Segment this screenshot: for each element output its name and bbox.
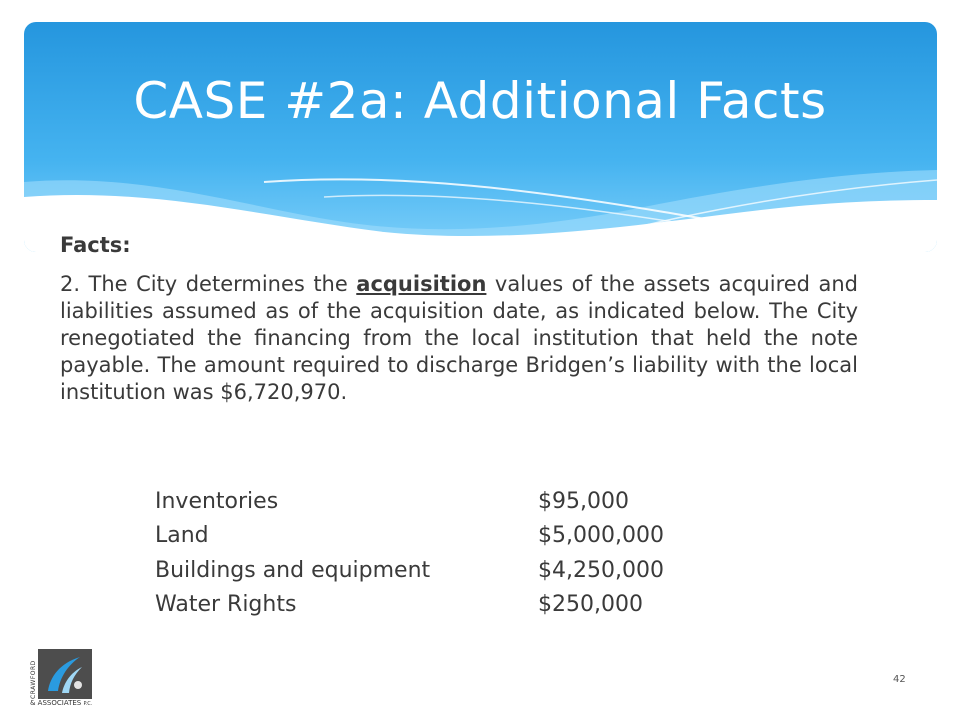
title-banner [24, 22, 937, 252]
body-content [60, 232, 858, 406]
table-row [155, 519, 738, 554]
table-row [155, 553, 738, 588]
logo-bottom-label: & ASSOCIATES [30, 699, 82, 707]
item-value: $4,250,000 [538, 557, 664, 583]
item-value: $95,000 [538, 488, 629, 514]
paragraph-suffix: values of the assets acquired and liabilities assumed as of the acquisition date, as indicated below. The City renegotiated the financing from the local institution that held the note payable. The amount required to discharge Bridgen’s liability with the local institution was $6,720,970. [60, 272, 858, 404]
banner-graphic [24, 22, 937, 252]
paragraph-prefix: 2. The City determines the [60, 272, 357, 296]
table-row [155, 588, 738, 623]
logo-vertical-text: CRAWFORD [30, 660, 37, 699]
facts-heading: Facts: [60, 233, 131, 257]
table-row [155, 484, 738, 519]
logo-bottom-text [30, 699, 95, 707]
item-label: Water Rights [155, 592, 297, 618]
item-value: $5,000,000 [538, 523, 664, 549]
logo-suffix: P.C. [83, 701, 93, 707]
logo-swoosh-icon [38, 649, 92, 699]
facts-paragraph [60, 271, 858, 406]
item-label: Inventories [155, 488, 279, 514]
logo-mark-icon [38, 649, 92, 699]
company-logo [30, 647, 95, 709]
page-number: 42 [893, 674, 906, 685]
item-label: Buildings and equipment [155, 557, 431, 583]
item-label: Land [155, 523, 209, 549]
page-title: CASE #2a: Additional Facts [133, 72, 827, 130]
item-value: $250,000 [538, 592, 643, 618]
paragraph-keyword: acquisition [356, 272, 487, 296]
values-table [155, 484, 738, 622]
